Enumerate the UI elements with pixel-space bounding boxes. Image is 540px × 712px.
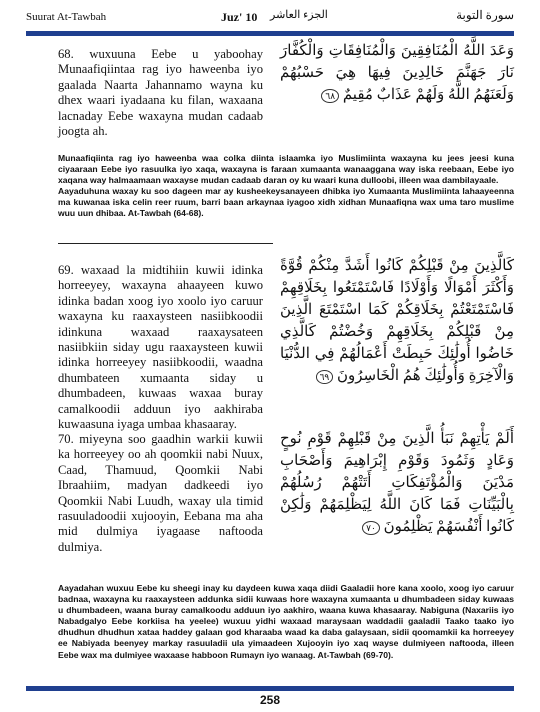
commentary-64-68 — [58, 153, 514, 220]
verse-69-arabic-text: كَالَّذِينَ مِنْ قَبْلِكُمْ كَانُوا أَشَدَّ مِنْكُمْ قُوَّةً وَأَكْثَرَ أَمْوَالًا وَأَوْلَادًا فَاسْتَمْتَعُوا بِخَلَاقِهِمْ فَاسْتَمْتَعْتُمْ بِخَلَاقِكُمْ كَمَا اسْتَمْتَعَ الَّذِينَ مِنْ قَبْلِكُمْ بِخَلَاقِهِمْ وَخُضْتُمْ كَالَّذِي خَاضُوا أُولَٰئِكَ حَبِطَتْ أَعْمَالُهُمْ فِي الدُّنْيَا وَالْآخِرَةِ وَأُولَٰئِكَ هُمُ الْخَاسِرُونَ — [280, 258, 514, 384]
surah-title-latin: Suurat At-Tawbah — [26, 11, 107, 23]
footer-rule — [26, 686, 514, 691]
juz-label: Juz' 10 — [221, 10, 258, 24]
commentary-paragraph: Aayaduhuna waxay ku soo dageen mar ay kusheekeysanayeen dhibka iyo Xumaanta Muslimiinta lahaayeenna ma kuwanaa iska celin reer ruum, barri baan arkaynaa iyagoo xidh xidhan Munaafiqna wax uma taro muslime wuu uun dhibaa. At-Tawbah (64-68). — [58, 186, 514, 219]
header-rule — [26, 31, 514, 36]
verse-68-arabic-text: وَعَدَ اللَّهُ الْمُنَافِقِينَ وَالْمُنَافِقَاتِ وَالْكُفَّارَ نَارَ جَهَنَّمَ خَالِدِينَ فِيهَا هِيَ حَسْبُهُمْ وَلَعَنَهُمُ اللَّهُ وَلَهُمْ عَذَابٌ مُقِيمٌ — [280, 43, 514, 103]
verse-70-number: ٧٠ — [362, 521, 380, 535]
verse-68-arabic — [280, 40, 514, 106]
verse-70-arabic — [280, 428, 514, 538]
verse-68-somali: 68. wuxuuna Eebe u yaboohay Munaafiqiintaa rag iyo haweenba iyo gaalada Naarta Jahannamo wayna ku dhex waari iyadaana ku filan, waxaana lacnaday Eebe waxayna mudan cadaab joogta ah. — [58, 47, 263, 139]
page-number: 258 — [259, 693, 281, 707]
page-header — [26, 8, 514, 30]
commentary-paragraph: Aayadahan wuxuu Eebe ku sheegi inay ku daydeen kuwa xaqa diidi Gaaladii hore kana xoolo, xoog iyo caruur badnaa, waxayna ku raaxaysteen addunka sidii kuwaas hore waxayna xumaanta u dhumbadeen siday kuwaas u dhumbadeen, waana buray camalkoodu adduun iyo aakhiro, waana kuwa khasaaray. Nabiguna (Naxariis iyo Nabadgalyo Eebe korkiisa ha yeelee) wuxuu yidhi waxaad maraysaan waddadii gaaladii Taako taako iyo dhudhun dhudhun xataa haddey galaan god kharaaba waad ka daba galaysaan, sidii qoomamkii ka horreeyey ee Nabiyada beenyey markay rasuuladii ula yimaadeen Xujooyin iyo xaq wayse dulmiyeen naftooda, illeen Eebe wax ma dulmiyee waxaase habboon Rumayn iyo wanaag. At-Tawbah (69-70). — [58, 583, 514, 660]
surah-title-arabic: سورة التوبة — [456, 8, 514, 22]
commentary-69-70 — [58, 583, 514, 661]
section-divider — [58, 243, 273, 244]
commentary-paragraph: Munaafiqiinta rag iyo haweenba waa colka diinta islaamka iyo Muslimiinta waxayna ku jees jeesi kuna ciyaaraan Eebe iyo rasuulka iyo xaqa, waxayna is faraan xumaanta wanaaggana way iska reebaan, Eebe iyo xaqana way halmaamaan waxayse mudan cadaab daran oy ku waari kuna dulloobi, illeen waa dambilayaale. — [58, 153, 514, 186]
verse-70-somali: 70. miyeyna soo gaadhin warkii kuwii ka horreeyey oo ah qoomkii nabi Nuux, Caad, Thamuud, Qoomkii Nabi Ibraahiim, madyan dadkeedi iyo Qoomkii Nabi Luudh, waxay ula timid rasuuladoodii xujooyin, Eebana ma aha mid dulmiya iyagaase naftooda dulmiya. — [58, 432, 263, 554]
juz-label-arabic: الجزء العاشر — [270, 9, 328, 21]
verse-70-arabic-text: أَلَمْ يَأْتِهِمْ نَبَأُ الَّذِينَ مِنْ قَبْلِهِمْ قَوْمِ نُوحٍ وَعَادٍ وَثَمُودَ وَقَوْمِ إِبْرَاهِيمَ وَأَصْحَابِ مَدْيَنَ وَالْمُؤْتَفِكَاتِ أَتَتْهُمْ رُسُلُهُمْ بِالْبَيِّنَاتِ فَمَا كَانَ اللَّهُ لِيَظْلِمَهُمْ وَلَٰكِنْ كَانُوا أَنْفُسَهُمْ يَظْلِمُونَ — [280, 431, 514, 535]
verse-69-somali: 69. waxaad la midtihiin kuwii idinka horreeyey, waxayna ahaayeen kuwo idinka badan xoog iyo xoolo iyo caruur waxayna ku raaxaysteen nasiibkoodii idinkuna waxaad raaxaysateen nasiibkiin siday ugu raaxaysteen kuwii idinka horreeyey nasiibkoodii, waadna dhumbateen xumaanta siday u dhumbadeen, kuwaas waxaa buray camalkoodii adduun iyo aakhiraba kuwaasuna iyaga umbaa khasaaray. — [58, 263, 263, 432]
verse-69-arabic — [280, 255, 514, 387]
verse-69-number: ٦٩ — [316, 370, 334, 384]
verse-68-number: ٦٨ — [321, 89, 339, 103]
